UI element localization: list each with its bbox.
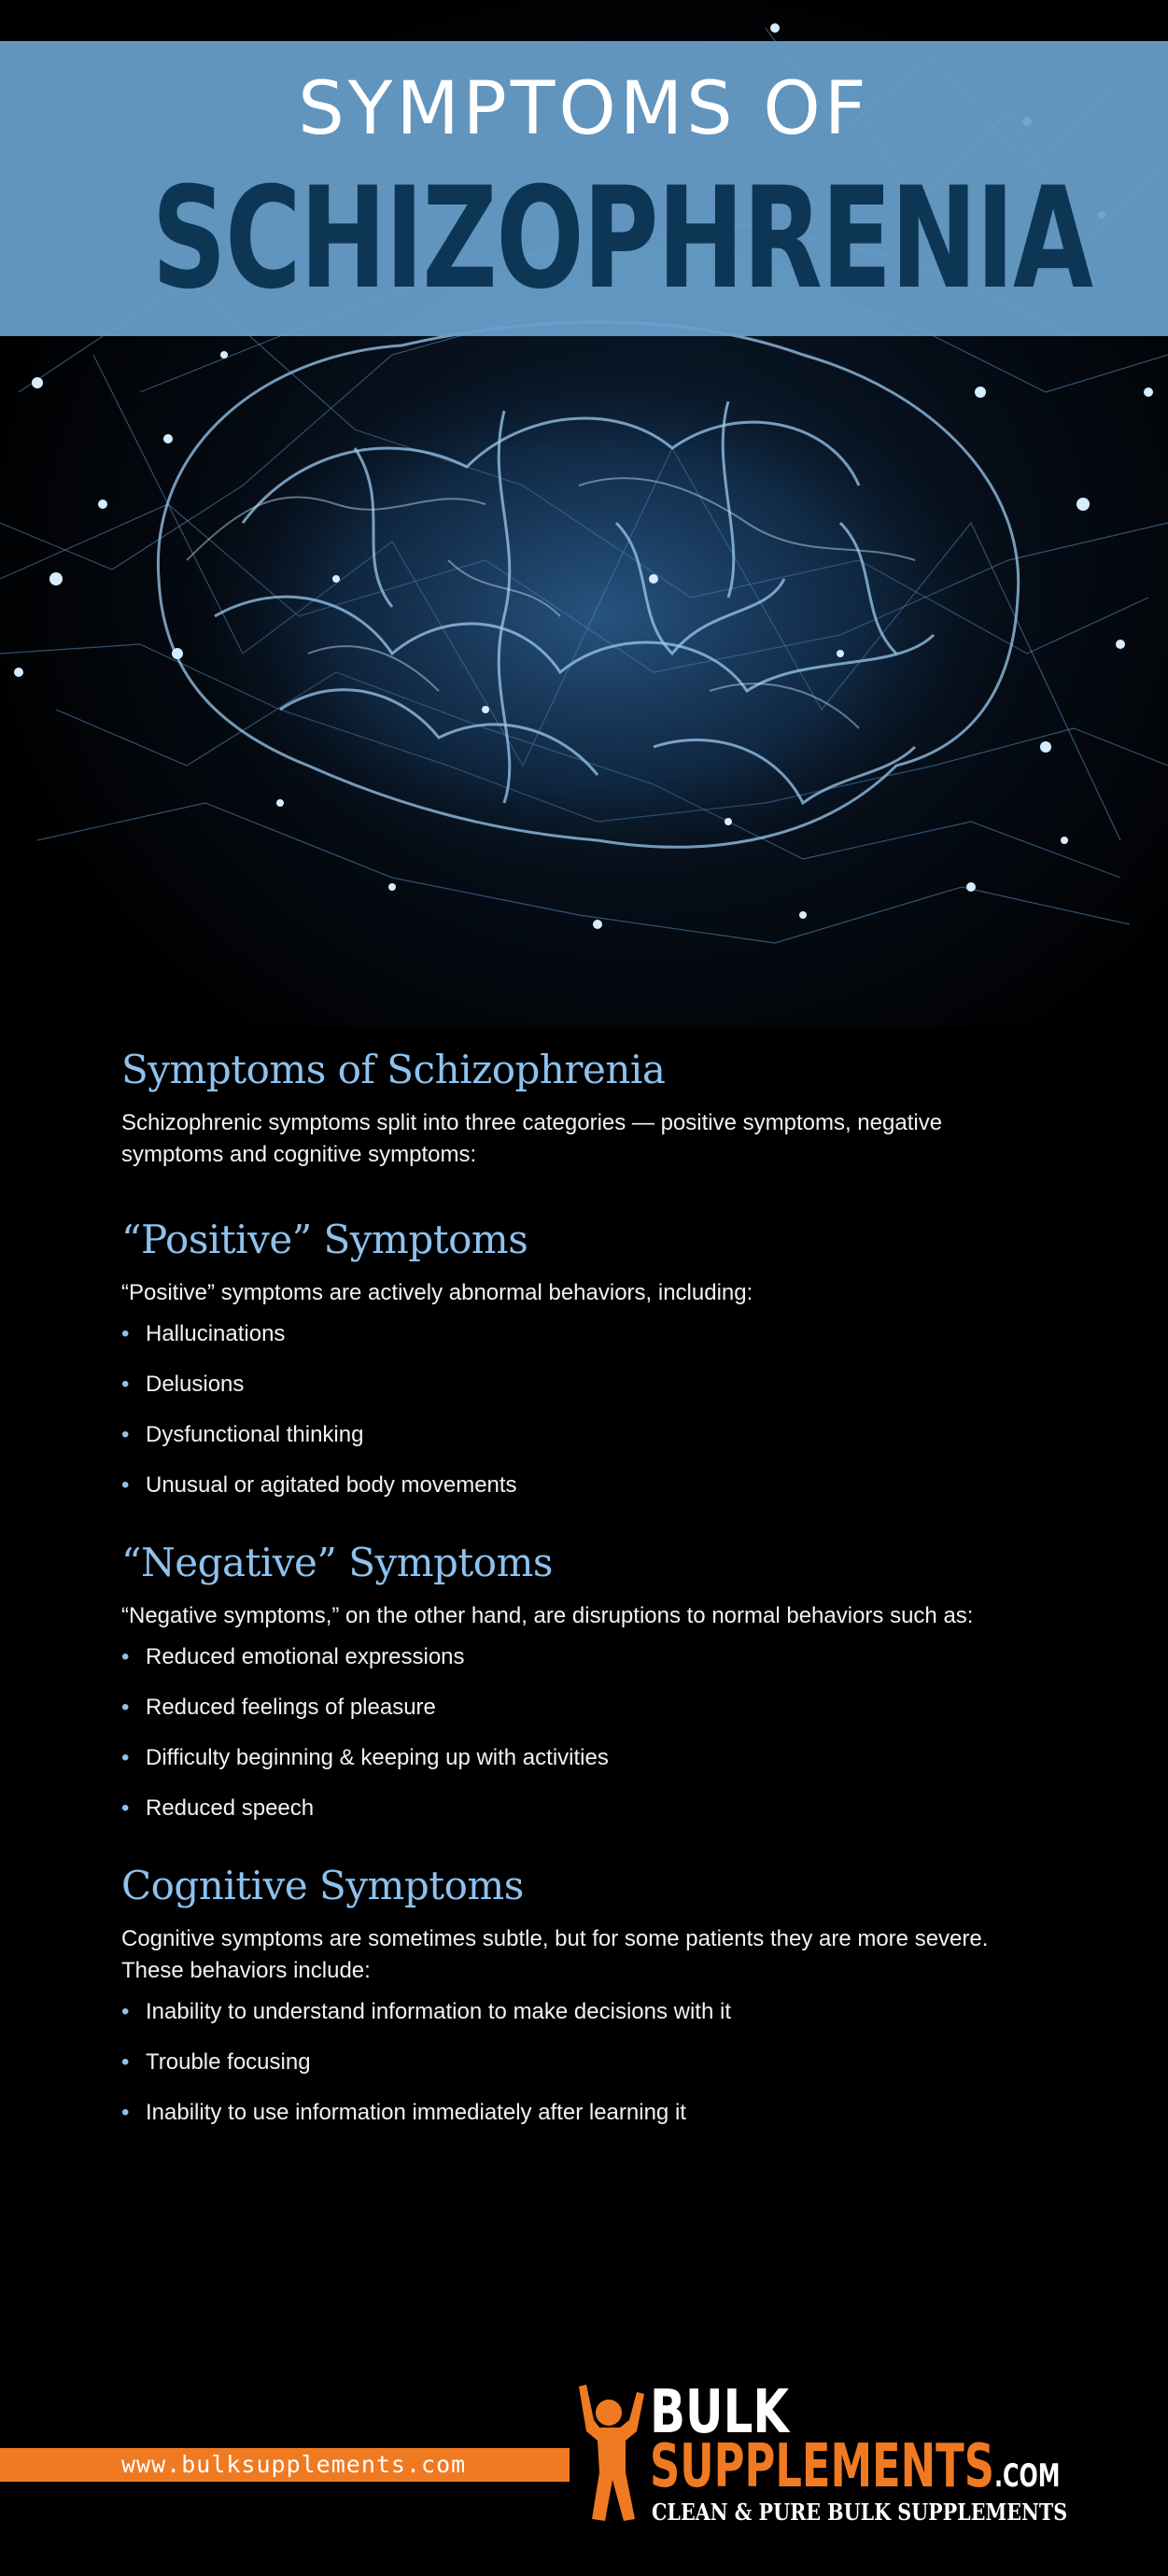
title-main: SCHIZOPHRENIA [151, 158, 1092, 320]
logo-com: .COM [993, 2457, 1061, 2495]
list-item-text: Reduced emotional expressions [146, 1644, 465, 1669]
list-item-text: Inability to understand information to make decisions with it [146, 1999, 731, 2024]
bullet-icon: • [121, 1321, 130, 1346]
bullet-icon: • [121, 1422, 130, 1447]
bullet-icon: • [121, 1999, 130, 2024]
negative-list [121, 1641, 1036, 1824]
cognitive-list [121, 1996, 1036, 2129]
bullet-icon: • [121, 1644, 130, 1669]
positive-heading: “Positive” Symptoms [121, 1217, 528, 1262]
list-item [121, 1419, 1036, 1451]
bullet-icon: • [121, 1795, 130, 1821]
bullet-icon: • [121, 1745, 130, 1770]
list-item-text: Unusual or agitated body movements [146, 1472, 517, 1498]
article [121, 1044, 1036, 2147]
bullet-icon: • [121, 2049, 130, 2075]
list-item [121, 2097, 1036, 2129]
list-item [121, 1369, 1036, 1401]
title-top: SYMPTOMS OF [298, 67, 870, 151]
list-item [121, 2047, 1036, 2078]
cognitive-section [121, 1860, 1036, 2129]
list-item [121, 1742, 1036, 1774]
bullet-icon: • [121, 1695, 130, 1720]
bullet-icon: • [121, 2100, 130, 2125]
list-item [121, 1470, 1036, 1501]
list-item-text: Reduced speech [146, 1795, 315, 1821]
logo-supplements [650, 2432, 1061, 2506]
hero-brain-image [0, 0, 1168, 1027]
logo-supplements-text: SUPPLEMENTS [650, 2432, 994, 2501]
logo-bulk: BULK [650, 2378, 790, 2447]
negative-body: “Negative symptoms,” on the other hand, are disruptions to normal behaviors such as: [121, 1603, 974, 1628]
logo-tagline: CLEAN & PURE BULK SUPPLEMENTS [652, 2499, 1068, 2526]
list-item [121, 1641, 1036, 1673]
list-item-text: Hallucinations [146, 1321, 286, 1346]
negative-heading: “Negative” Symptoms [121, 1540, 553, 1585]
list-item-text: Dysfunctional thinking [146, 1422, 364, 1447]
intro-body: Schizophrenic symptoms split into three categories — positive symptoms, negative symptoms and cognitive symptoms: [121, 1110, 943, 1167]
list-item-text: Reduced feelings of pleasure [146, 1695, 436, 1720]
list-item [121, 1996, 1036, 2028]
cognitive-body: Cognitive symptoms are sometimes subtle, but for some patients they are more severe. These behaviors include: [121, 1926, 989, 1983]
footer-url-link[interactable]: www.bulksupplements.com [121, 2451, 467, 2478]
cognitive-heading: Cognitive Symptoms [121, 1863, 524, 1908]
bullet-icon: • [121, 1472, 130, 1498]
positive-section [121, 1214, 1036, 1501]
bullet-icon: • [121, 1372, 130, 1397]
intro-section [121, 1044, 1036, 1171]
intro-heading: Symptoms of Schizophrenia [121, 1047, 666, 1092]
runner-figure-icon [571, 2383, 646, 2523]
list-item [121, 1692, 1036, 1724]
list-item-text: Delusions [146, 1372, 245, 1397]
list-item [121, 1793, 1036, 1824]
list-item-text: Difficulty beginning & keeping up with activities [146, 1745, 609, 1770]
list-item-text: Trouble focusing [146, 2049, 311, 2075]
positive-body: “Positive” symptoms are actively abnormal behaviors, including: [121, 1280, 753, 1305]
positive-list [121, 1318, 1036, 1501]
list-item-text: Inability to use information immediately after learning it [146, 2100, 686, 2125]
list-item [121, 1318, 1036, 1350]
negative-section [121, 1537, 1036, 1824]
